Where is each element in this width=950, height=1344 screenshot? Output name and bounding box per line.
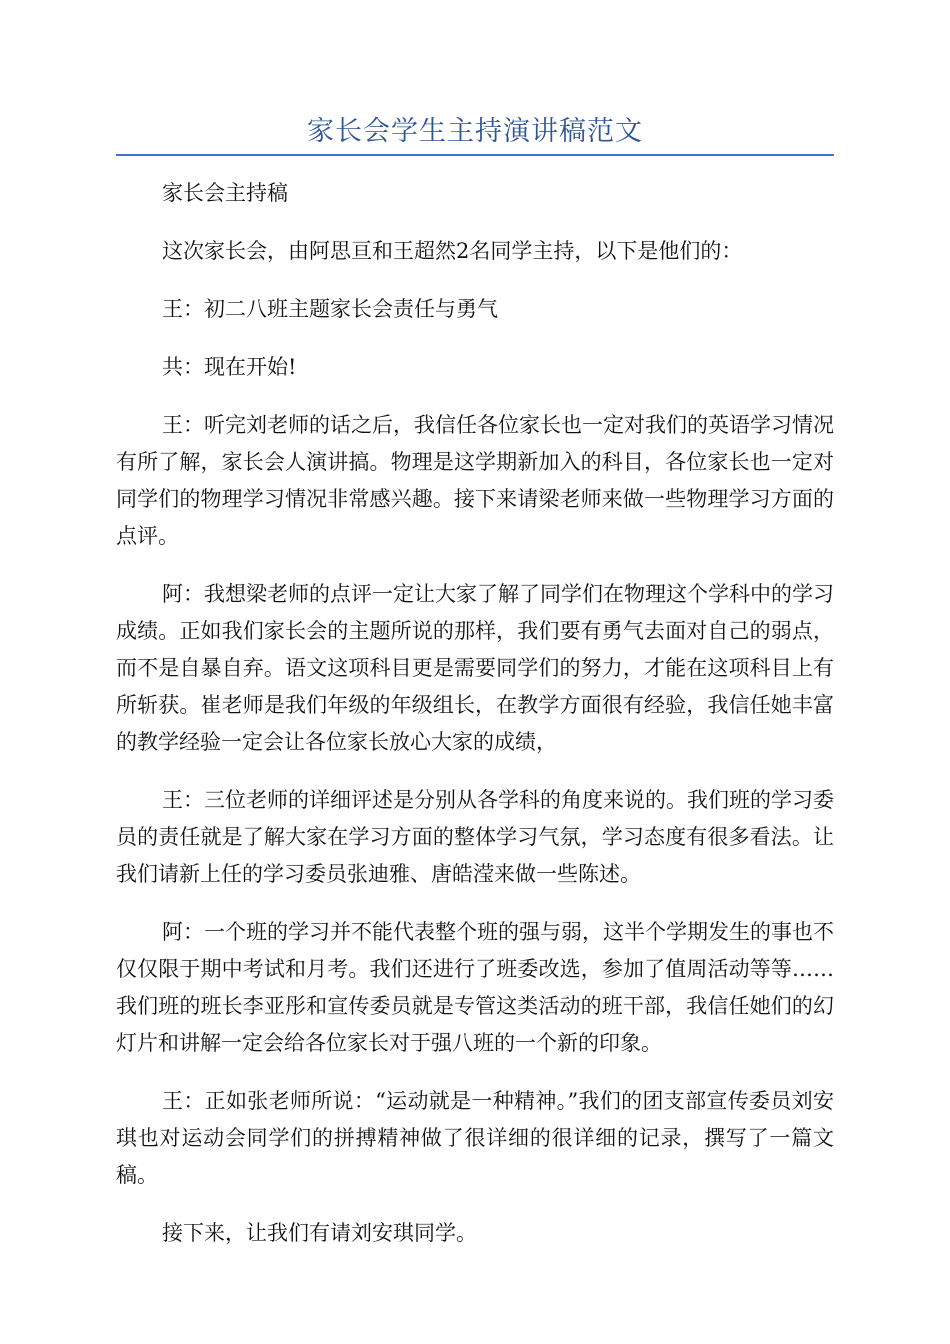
paragraph: 共：现在开始! bbox=[162, 355, 297, 379]
paragraph-closing: 接下来，让我们有请刘安琪同学。 bbox=[162, 1221, 477, 1245]
paragraph-intro: 这次家长会，由阿思亘和王超然2名同学主持，以下是他们的： bbox=[162, 239, 743, 263]
paragraph: 王：初二八班主题家长会责任与勇气 bbox=[162, 297, 498, 321]
document-body bbox=[116, 175, 834, 1273]
paragraph: 阿：我想梁老师的点评一定让大家了解了同学们在物理这个学科中的学习成绩。正如我们家长会的主题所说的那样，我们要有勇气去面对自己的弱点，而不是自暴自弃。语文这项科目更是需要同学们的努力，才能在这项科目上有所斩获。崔老师是我们年级的年级组长，在教学方面很有经验，我信任她丰富的教学经验一定会让各位家长放心大家的成绩， bbox=[116, 582, 834, 754]
paragraph: 阿：一个班的学习并不能代表整个班的强与弱，这半个学期发生的事也不仅仅限于期中考试和月考。我们还进行了班委改选，参加了值周活动等等……我们班的班长李亚彤和宣传委员就是专管这类活动的班干部，我信任她们的幻灯片和讲解一定会给各位家长对于强八班的一个新的印象。 bbox=[116, 920, 834, 1055]
paragraph: 王：正如张老师所说：“运动就是一种精神。”我们的团支部宣传委员刘安琪也对运动会同学们的拼搏精神做了很详细的很详细的记录，撰写了一篇文稿。 bbox=[116, 1089, 834, 1187]
title-underline bbox=[116, 154, 834, 156]
paragraph: 王：听完刘老师的话之后，我信任各位家长也一定对我们的英语学习情况有所了解，家长会人演讲搞。物理是这学期新加入的科目，各位家长也一定对同学们的物理学习情况非常感兴趣。接下来请梁老师来做一些物理学习方面的点评。 bbox=[116, 413, 834, 548]
paragraph: 王：三位老师的详细评述是分别从各学科的角度来说的。我们班的学习委员的责任就是了解大家在学习方面的整体学习气氛，学习态度有很多看法。让我们请新上任的学习委员张迪雅、唐皓滢来做一些陈述。 bbox=[116, 788, 834, 886]
document-title: 家长会学生主持演讲稿范文 bbox=[307, 116, 643, 147]
paragraph-heading: 家长会主持稿 bbox=[162, 181, 288, 205]
